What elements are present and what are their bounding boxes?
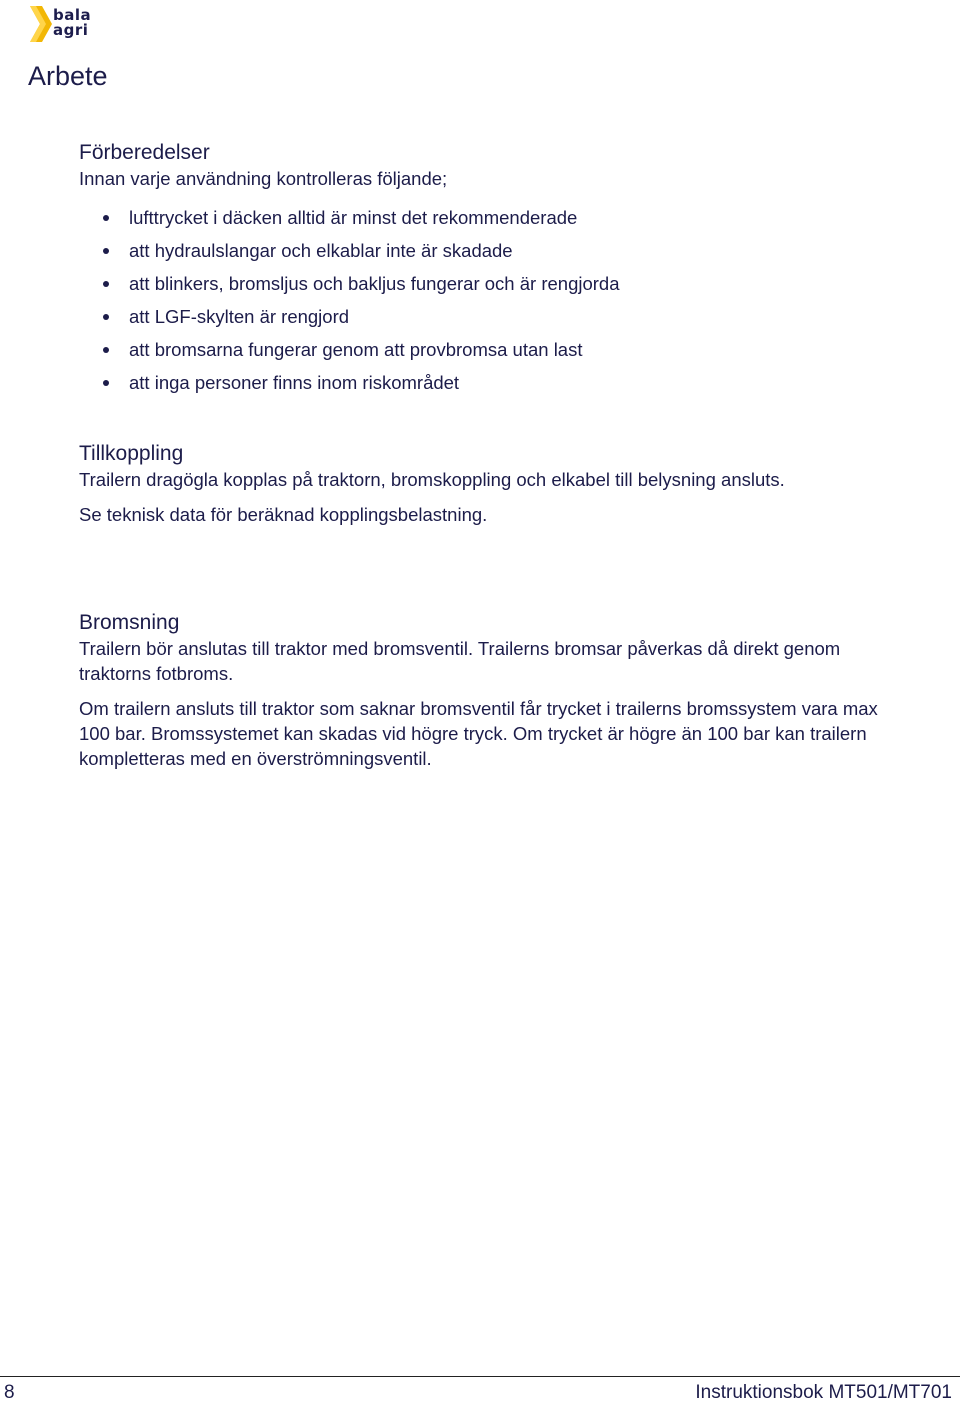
section-heading: Förberedelser (79, 141, 210, 164)
section-heading: Bromsning (79, 611, 180, 634)
logo-mark-icon (28, 4, 54, 42)
checklist-item (79, 267, 909, 300)
section-bromsning (79, 610, 909, 771)
bala-agri-logo (28, 4, 98, 44)
checklist-item-text: att inga personer finns inom riskområdet (129, 372, 460, 393)
checklist-item-text: att LGF-skylten är rengjord (129, 306, 350, 327)
footer-document-title: Instruktionsbok MT501/MT701 (695, 1382, 952, 1403)
logo-text-agri: agri (53, 21, 89, 39)
bullet-icon (103, 314, 109, 320)
section-paragraph: Trailern dragögla kopplas på traktorn, bromskoppling och elkabel till belysning ansluts. (79, 469, 785, 490)
bullet-icon (103, 380, 109, 386)
bullet-icon (103, 281, 109, 287)
checklist-item-text: att hydraulslangar och elkablar inte är skadade (129, 240, 513, 261)
section-paragraph: Se teknisk data för beräknad kopplingsbelastning. (79, 504, 488, 525)
logo-text-bala: bala (53, 6, 92, 24)
section-paragraph: Trailern bör anslutas till traktor med bromsventil. Trailerns bromsar påverkas då direkt genom traktorns fotbroms. (79, 638, 841, 684)
checklist-item (79, 333, 909, 366)
section-intro: Innan varje användning kontrolleras följande; (79, 168, 448, 189)
checklist-item (79, 234, 909, 267)
bullet-icon (103, 248, 109, 254)
footer-divider (0, 1376, 960, 1377)
page-number: 8 (4, 1382, 15, 1403)
checklist-item (79, 300, 909, 333)
checklist-item-text: att blinkers, bromsljus och bakljus fungerar och är rengjorda (129, 273, 620, 294)
bullet-icon (103, 347, 109, 353)
section-heading: Tillkoppling (79, 442, 184, 465)
section-forberedelser (79, 140, 909, 399)
checklist (79, 201, 909, 399)
checklist-item (79, 201, 909, 234)
bullet-icon (103, 215, 109, 221)
section-tillkoppling (79, 441, 909, 527)
checklist-item-text: att bromsarna fungerar genom att provbromsa utan last (129, 339, 583, 360)
section-paragraph: Om trailern ansluts till traktor som saknar bromsventil får trycket i trailerns bromssystem vara max 100 bar. Bromssystemet kan skadas vid högre tryck. Om trycket är högre än 100 bar kan trailern kompletteras med en överströmningsventil. (79, 698, 878, 769)
page-title: Arbete (28, 61, 108, 91)
checklist-item-text: lufttrycket i däcken alltid är minst det rekommenderade (129, 207, 578, 228)
checklist-item (79, 366, 909, 399)
main-content (79, 140, 909, 771)
